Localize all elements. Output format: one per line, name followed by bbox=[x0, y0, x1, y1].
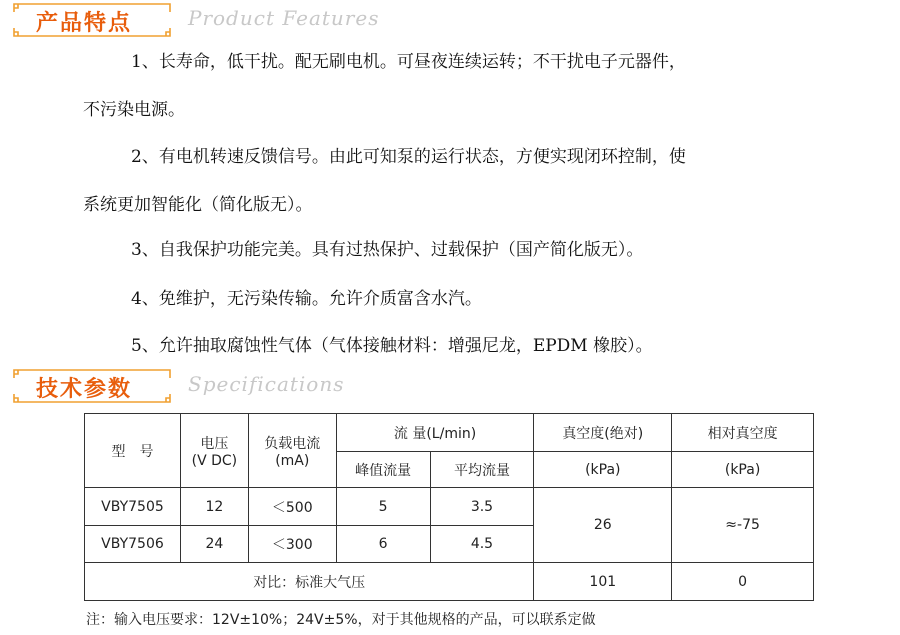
header-vacuum-abs-unit: (kPa) bbox=[534, 452, 672, 488]
header-flow-peak: 峰值流量 bbox=[336, 452, 430, 488]
section-title-specs: 技术参数 bbox=[36, 377, 133, 402]
header-voltage-label: 电压 bbox=[200, 435, 229, 452]
feature-line: 1、长寿命，低干扰。配无刷电机。可昼夜连续运转；不干扰电子元器件， bbox=[131, 52, 686, 72]
cell-voltage: 24 bbox=[180, 526, 248, 563]
feature-item-4 bbox=[83, 275, 823, 323]
cell-reference-label: 对比：标准大气压 bbox=[85, 563, 534, 601]
cell-model: VBY7505 bbox=[85, 488, 181, 526]
cell-flow-peak: 5 bbox=[336, 488, 430, 526]
feature-line: 5、允许抽取腐蚀性气体（气体接触材料：增强尼龙，EPDM 橡胶）。 bbox=[131, 336, 653, 356]
feature-item-5 bbox=[83, 322, 823, 370]
cell-model: VBY7506 bbox=[85, 526, 181, 563]
specs-header bbox=[6, 366, 436, 412]
header-vacuum-rel-unit: (kPa) bbox=[672, 452, 814, 488]
cell-reference-vacuum-rel: 0 bbox=[672, 563, 814, 601]
table-header-row bbox=[85, 414, 814, 452]
cell-flow-peak: 6 bbox=[336, 526, 430, 563]
header-flow: 流 量(L/min) bbox=[336, 414, 534, 452]
header-vacuum-rel: 相对真空度 bbox=[672, 414, 814, 452]
table-row bbox=[85, 488, 814, 526]
feature-item-3 bbox=[83, 226, 823, 274]
table-reference-row bbox=[85, 563, 814, 601]
section-subtitle-features: Product Features bbox=[188, 6, 380, 30]
feature-item-2 bbox=[83, 133, 823, 229]
cell-vacuum-rel: ≈-75 bbox=[672, 488, 814, 563]
spec-table bbox=[84, 413, 814, 601]
header-current bbox=[248, 414, 336, 488]
feature-line: 4、免维护，无污染传输。允许介质富含水汽。 bbox=[131, 289, 482, 309]
cell-current: ＜300 bbox=[248, 526, 336, 563]
cell-flow-avg: 3.5 bbox=[430, 488, 534, 526]
feature-line: 不污染电源。 bbox=[83, 100, 185, 120]
feature-line: 系统更加智能化（简化版无）。 bbox=[83, 195, 313, 215]
cell-current: ＜500 bbox=[248, 488, 336, 526]
header-voltage-unit: (V DC) bbox=[191, 452, 238, 469]
cell-flow-avg: 4.5 bbox=[430, 526, 534, 563]
header-current-unit: (mA) bbox=[275, 452, 310, 469]
feature-item-1 bbox=[83, 38, 823, 134]
feature-line: 3、自我保护功能完美。具有过热保护、过载保护（国产简化版无）。 bbox=[131, 240, 644, 260]
header-voltage bbox=[180, 414, 248, 488]
section-subtitle-specs: Specifications bbox=[188, 372, 345, 396]
header-flow-avg: 平均流量 bbox=[430, 452, 534, 488]
header-vacuum-abs: 真空度(绝对) bbox=[534, 414, 672, 452]
footnote: 注：输入电压要求：12V±10%；24V±5%，对于其他规格的产品，可以联系定做 bbox=[86, 612, 596, 628]
cell-reference-vacuum-abs: 101 bbox=[534, 563, 672, 601]
feature-line: 2、有电机转速反馈信号。由此可知泵的运行状态，方便实现闭环控制，使 bbox=[131, 147, 686, 167]
section-title-features: 产品特点 bbox=[36, 11, 133, 36]
cell-voltage: 12 bbox=[180, 488, 248, 526]
header-current-label: 负载电流 bbox=[264, 435, 321, 452]
header-model: 型 号 bbox=[85, 414, 181, 488]
cell-vacuum-abs: 26 bbox=[534, 488, 672, 563]
